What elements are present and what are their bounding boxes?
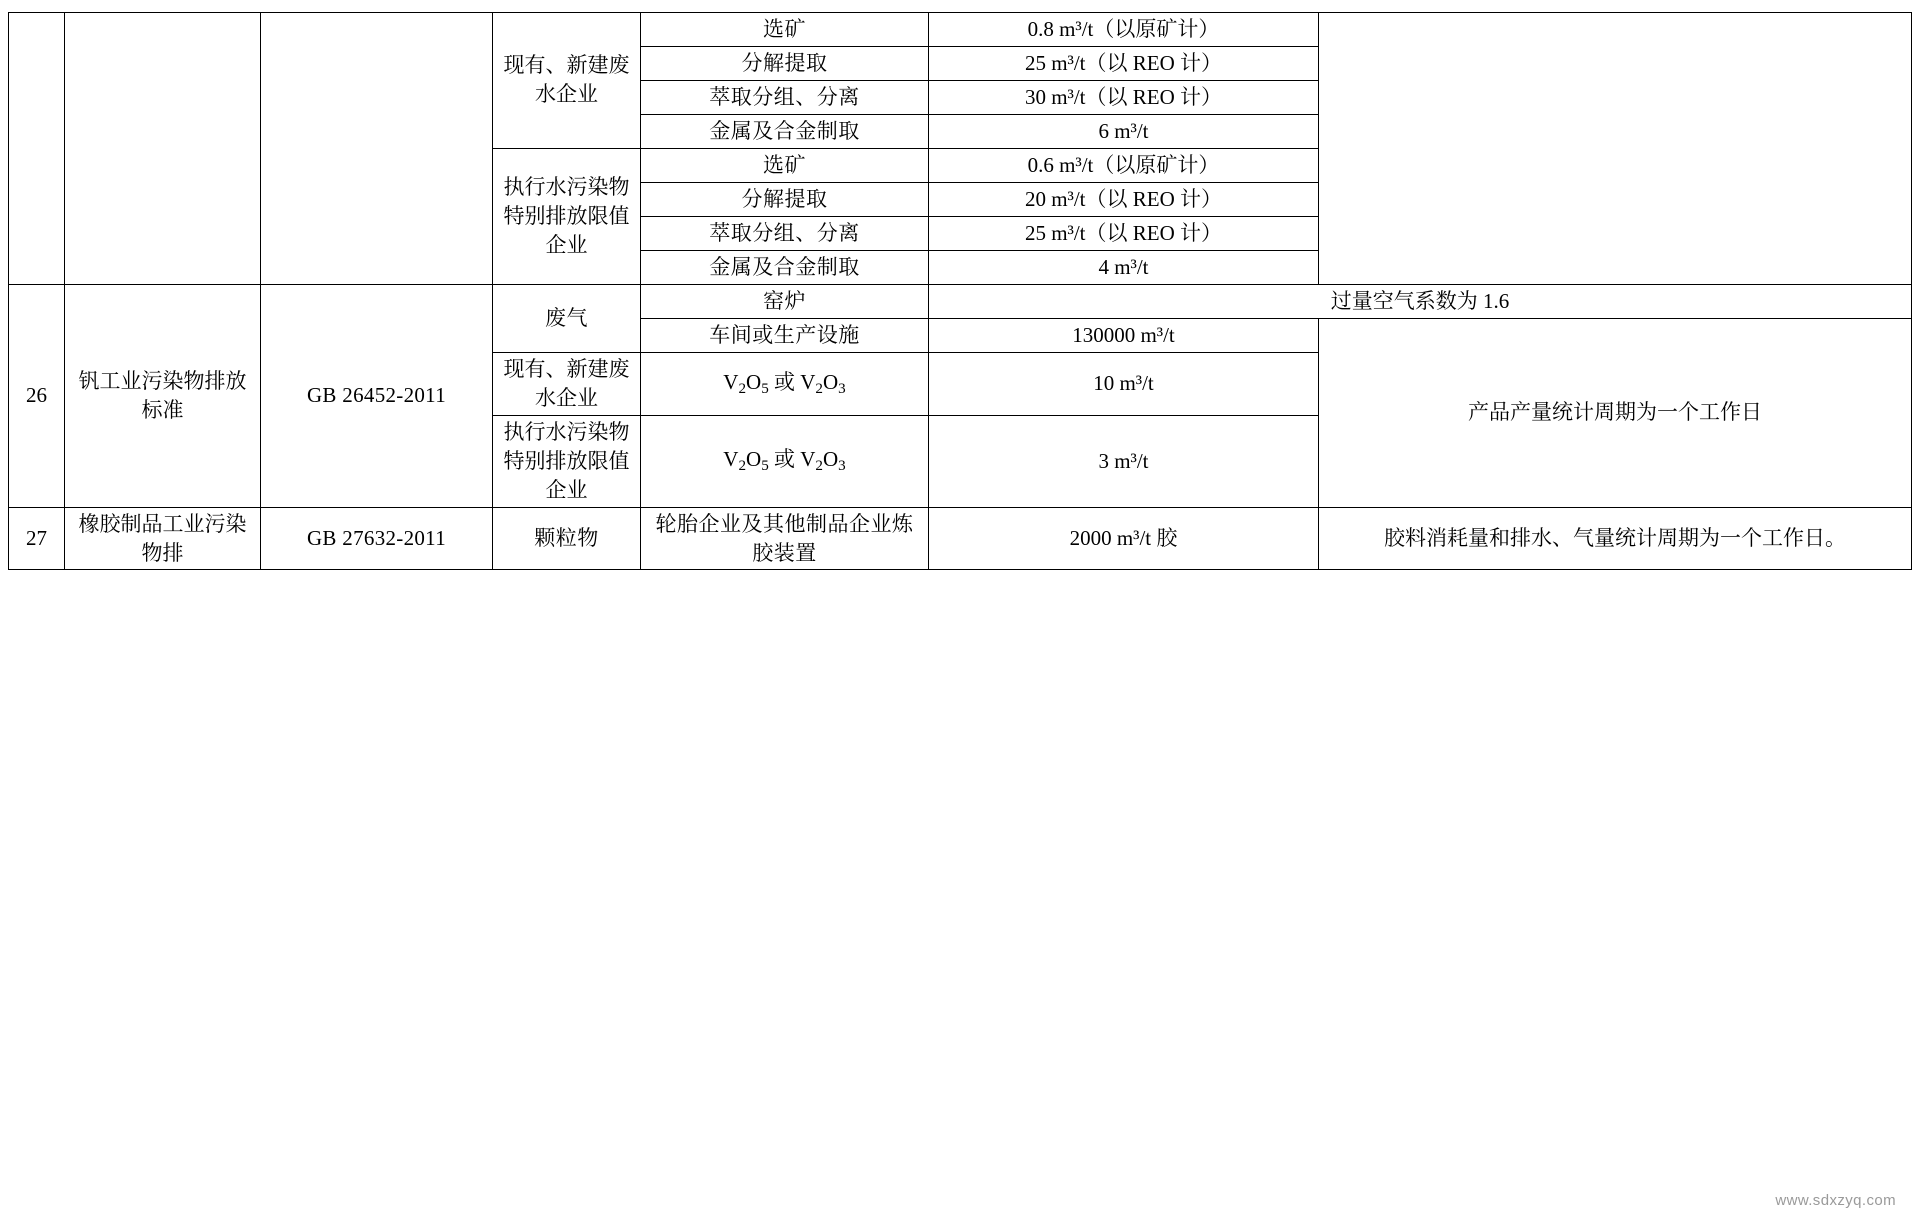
row26-gas-process-1: 窑炉 — [641, 284, 929, 318]
row27-value: 2000 m³/t 胶 — [929, 507, 1319, 570]
row25-standard-code-cell — [261, 13, 493, 285]
row25-group-a-label: 现有、新建废水企业 — [493, 13, 641, 149]
row26-gas-value-1: 过量空气系数为 1.6 — [929, 284, 1912, 318]
row26-gas-value-2: 130000 m³/t — [929, 318, 1319, 352]
row25-b-process-1: 选矿 — [641, 148, 929, 182]
row26-waste-gas-label: 废气 — [493, 284, 641, 352]
row25-b-value-3: 25 m³/t（以 REO 计） — [929, 216, 1319, 250]
row26-water-process-1: $V_2O_5$ 或 $V_2O_3$ — [641, 352, 929, 415]
row26-gas-process-2: 车间或生产设施 — [641, 318, 929, 352]
row26-water-process-2: $V_2O_5$ 或 $V_2O_3$ — [641, 415, 929, 507]
table-row — [9, 284, 1912, 318]
row25-a-process-3: 萃取分组、分离 — [641, 80, 929, 114]
row26-water-value-1: 10 m³/t — [929, 352, 1319, 415]
row25-a-value-2: 25 m³/t（以 REO 计） — [929, 46, 1319, 80]
table-row — [9, 13, 1912, 47]
row26-standard-name: 钒工业污染物排放标准 — [65, 284, 261, 507]
row25-b-value-1: 0.6 m³/t（以原矿计） — [929, 148, 1319, 182]
site-watermark: www.sdxzyq.com — [1775, 1192, 1896, 1209]
row25-a-process-1: 选矿 — [641, 13, 929, 47]
row26-remark: 产品产量统计周期为一个工作日 — [1319, 318, 1912, 507]
row25-b-process-3: 萃取分组、分离 — [641, 216, 929, 250]
row25-a-value-3: 30 m³/t（以 REO 计） — [929, 80, 1319, 114]
row25-b-value-4: 4 m³/t — [929, 250, 1319, 284]
row25-remark — [1319, 13, 1912, 285]
row25-b-process-4: 金属及合金制取 — [641, 250, 929, 284]
row27-standard-name: 橡胶制品工业污染物排 — [65, 507, 261, 570]
table-row — [9, 507, 1912, 570]
row25-a-value-4: 6 m³/t — [929, 114, 1319, 148]
row25-a-value-1: 0.8 m³/t（以原矿计） — [929, 13, 1319, 47]
row26-water-label-1: 现有、新建废水企业 — [493, 352, 641, 415]
row26-number: 26 — [9, 284, 65, 507]
row27-standard-code: GB 27632-2011 — [261, 507, 493, 570]
row25-standard-name-cell — [65, 13, 261, 285]
row26-water-label-2: 执行水污染物特别排放限值企业 — [493, 415, 641, 507]
row25-group-b-label: 执行水污染物特别排放限值企业 — [493, 148, 641, 284]
row26-standard-code: GB 26452-2011 — [261, 284, 493, 507]
row27-remark: 胶料消耗量和排水、气量统计周期为一个工作日。 — [1319, 507, 1912, 570]
row27-number: 27 — [9, 507, 65, 570]
row27-process: 轮胎企业及其他制品企业炼胶装置 — [641, 507, 929, 570]
row25-b-value-2: 20 m³/t（以 REO 计） — [929, 182, 1319, 216]
row25-b-process-2: 分解提取 — [641, 182, 929, 216]
row26-water-value-2: 3 m³/t — [929, 415, 1319, 507]
row27-pollutant: 颗粒物 — [493, 507, 641, 570]
row25-a-process-4: 金属及合金制取 — [641, 114, 929, 148]
row25-number-cell — [9, 13, 65, 285]
standards-table — [8, 12, 1912, 570]
row25-a-process-2: 分解提取 — [641, 46, 929, 80]
